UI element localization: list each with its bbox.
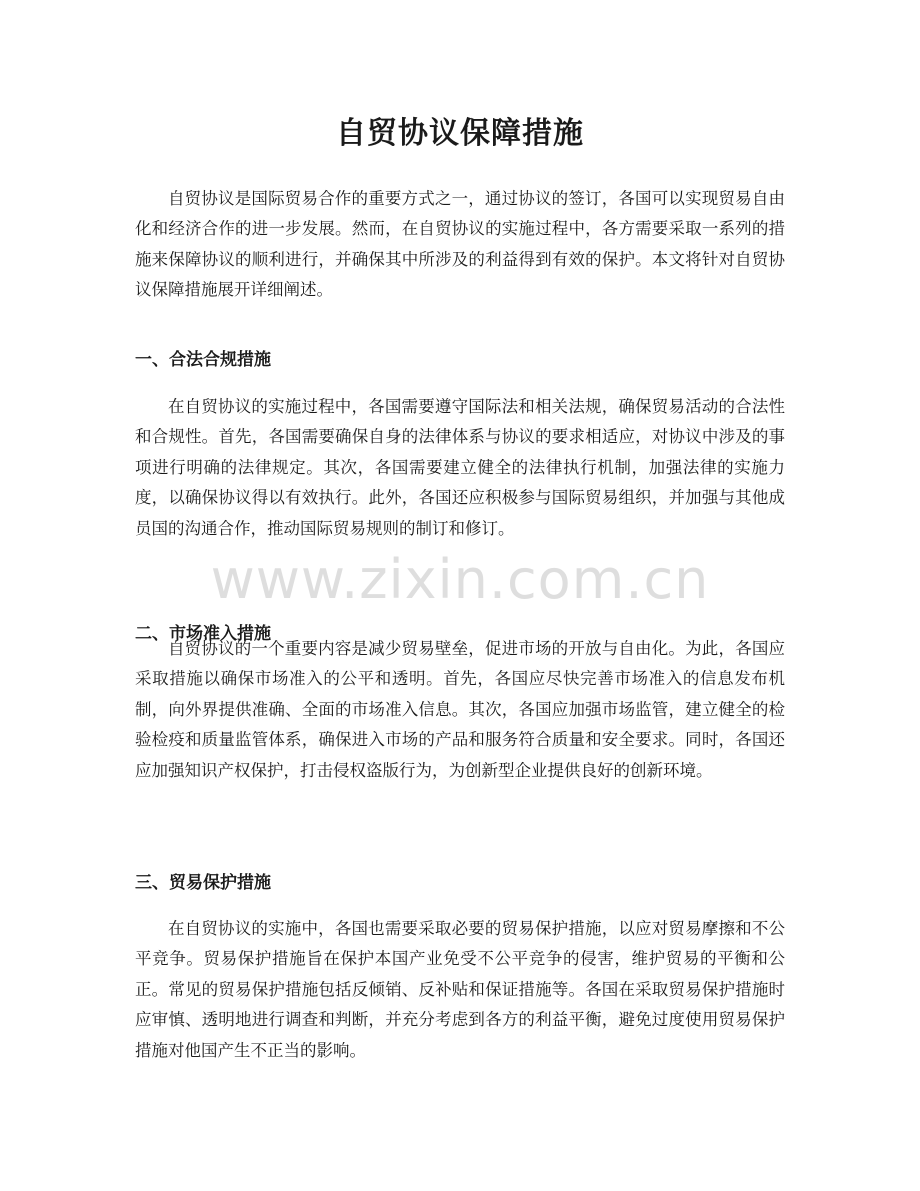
document-title: 自贸协议保障措施 [336, 116, 584, 151]
section-body-1: 在自贸协议的实施过程中，各国需要遵守国际法和相关法规，确保贸易活动的合法性和合规性。首先，各国需要确保自身的法律体系与协议的要求相适应，对协议中涉及的事项进行明确的法律规定。其次，各国需要建立健全的法律执行机制，加强法律的实施力度，以确保协议得以有效执行。此外，各国还应积极参与国际贸易组织，并加强与其他成员国的沟通合作，推动国际贸易规则的制订和修订。 [135, 397, 785, 538]
watermark: www.zixin.com.cn [210, 548, 710, 611]
section-body-2: 自贸协议的一个重要内容是减少贸易壁垒，促进市场的开放与自由化。为此，各国应采取措施以确保市场准入的公平和透明。首先，各国应尽快完善市场准入的信息发布机制，向外界提供准确、全面的市场准入信息。其次，各国应加强市场监管，建立健全的检验检疫和质量监管体系，确保进入市场的产品和服务符合质量和安全要求。同时，各国还应加强知识产权保护，打击侵权盗版行为，为创新型企业提供良好的创新环境。 [135, 639, 785, 780]
section-heading-3: 三、贸易保护措施 [135, 873, 271, 893]
section-heading-1: 一、合法合规措施 [135, 350, 271, 370]
section-body-3: 在自贸协议的实施中，各国也需要采取必要的贸易保护措施，以应对贸易摩擦和不公平竞争。贸易保护措施旨在保护本国产业免受不公平竞争的侵害，维护贸易的平衡和公正。常见的贸易保护措施包括反倾销、反补贴和保证措施等。各国在采取贸易保护措施时应审慎、透明地进行调查和判断，并充分考虑到各方的利益平衡，避免过度使用贸易保护措施对他国产生不正当的影响。 [135, 919, 785, 1060]
intro-paragraph: 自贸协议是国际贸易合作的重要方式之一，通过协议的签订，各国可以实现贸易自由化和经济合作的进一步发展。然而，在自贸协议的实施过程中，各方需要采取一系列的措施来保障协议的顺利进行，并确保其中所涉及的利益得到有效的保护。本文将针对自贸协议保障措施展开详细阐述。 [135, 189, 785, 300]
section-heading-2: 二、市场准入措施 [135, 624, 271, 644]
